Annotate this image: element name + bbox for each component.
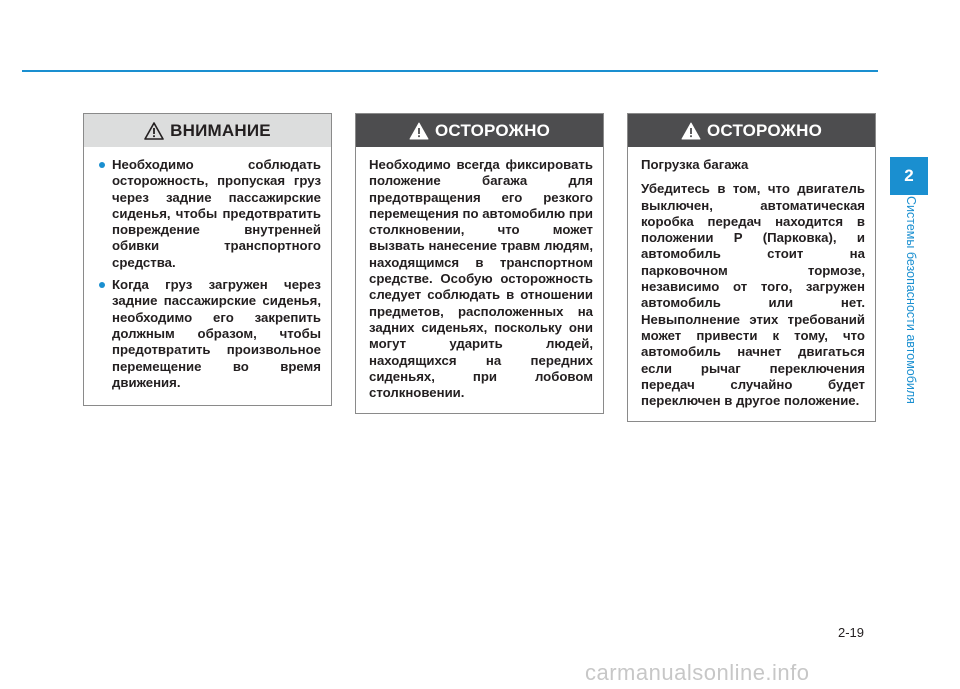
warning-2-title: ОСТОРОЖНО xyxy=(706,120,823,140)
warning-box-2 xyxy=(627,113,876,422)
chapter-sidebar xyxy=(890,157,928,195)
chapter-number-tab: 2 xyxy=(890,157,928,195)
caution-title: ВНИМАНИЕ xyxy=(170,120,271,140)
watermark: carmanualsonline.info xyxy=(585,660,810,685)
caution-bullet-1: Необходимо соблюдать осторожность, пропуская груз через задние пассажирские сиденья, чтобы предотвратить повреждение внутренней обивки транспортного средства. xyxy=(97,157,321,271)
warning-1-text: Необходимо всегда фиксировать положение багажа для предотвращения его резкого перемещения по автомобилю при столкновении, что может вызвать нанесение травм людям, находящимся в транспортном средстве. Особую осторожность следует соблюдать в отношении предметов, расположенных на задних сиденьях, поскольку они могут ударить людей, находящихся на передних сиденьях, при лобовом столкновении. xyxy=(369,157,593,401)
caution-box xyxy=(83,113,332,406)
page-number: 2-19 xyxy=(838,625,865,640)
warning-2-header xyxy=(628,114,875,147)
warning-2-text: Убедитесь в том, что двигатель выключен, автоматическая коробка передач находится в положении P (Парковка), и автомобиль стоит на парковочном тормозе, независимо от того, загружен автомобиль или нет. Невыполнение этих требований может привести к тому, что автомобиль начнет двигаться если рычаг переключения передач случайно будет переключен в другое положение. xyxy=(641,181,865,409)
warning-triangle-filled-icon xyxy=(681,122,701,140)
warning-2-body xyxy=(628,147,875,421)
caution-body xyxy=(84,147,331,405)
chapter-title: Системы безопасности автомобиля xyxy=(904,196,918,404)
warning-box-1 xyxy=(355,113,604,414)
warning-1-header xyxy=(356,114,603,147)
warning-2-subtitle: Погрузка багажа xyxy=(641,157,749,172)
header-rule xyxy=(22,70,878,72)
warning-1-body xyxy=(356,147,603,413)
warning-1-title: ОСТОРОЖНО xyxy=(434,120,551,140)
caution-bullet-2: Когда груз загружен через задние пассажирские сиденья, необходимо его закрепить должным образом, чтобы предотвратить произвольное перемещение во время движения. xyxy=(97,277,321,391)
warning-triangle-filled-icon xyxy=(409,122,429,140)
warning-triangle-outline-icon xyxy=(144,122,164,140)
caution-header xyxy=(84,114,331,147)
